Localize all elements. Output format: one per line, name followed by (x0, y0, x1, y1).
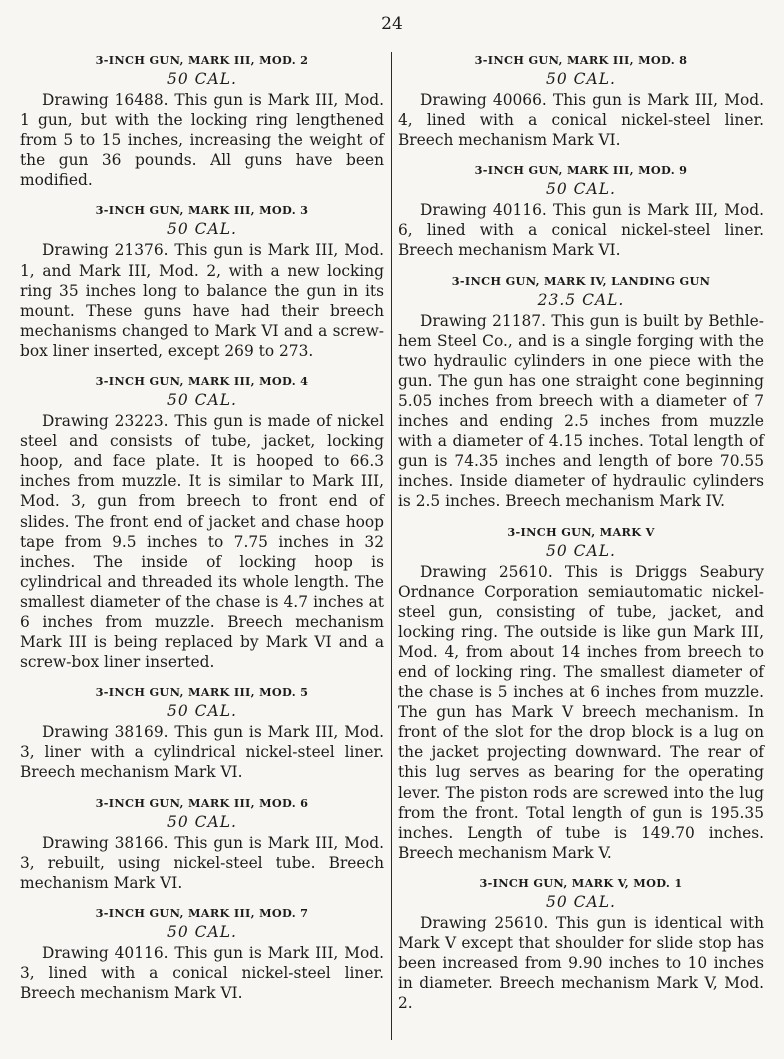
page-number: 24 (381, 14, 403, 34)
caliber-label: 50 CAL. (546, 70, 616, 88)
section-body: Drawing 40116. This gun is Mark III, Mod. 3, lined with a conical nickel-steel liner. Breech mechanism Mark VI. (20, 943, 384, 1002)
section-heading: 3-INCH GUN, MARK V, MOD. 1 (479, 875, 683, 890)
caliber-label: 50 CAL. (167, 220, 237, 239)
section-heading: 3-INCH GUN, MARK III, MOD. 7 (95, 905, 309, 920)
section-body: Drawing 25610. This gun is identical with Mark V except that shoulder for slide stop has been increased from 9.90 inches to 10 inches in diameter. Breech mechanism Mark V, Mod. 2. (398, 913, 764, 1013)
column-divider (391, 52, 392, 1040)
section-heading: 3-INCH GUN, MARK III, MOD. 6 (95, 795, 309, 810)
section-body: Drawing 25610. This is Driggs Seabury Ordnance Corporation semiautomatic nickel-steel gun, consisting of tube, jacket, and locking ring. The outside is like gun Mark III, Mod. 4, from about 14 inches from breech to end of locking ring. The smallest diameter of the chase is 5 inches at 6 inches from muzzle. The gun has Mark V breech mechanism. In front of the slot for the drop block is a lug on the jacket projecting downward. The rear of this lug serves as bearing for the operating lever. The piston rods are screwed into the lug from the front. Total length of gun is 195.35 inches. Length of tube is 149.70 inches. Breech mechanism Mark V. (398, 562, 764, 862)
section-body: Drawing 38166. This gun is Mark III, Mod. 3, rebuilt, using nickel-steel tube. Breech mechanism Mark VI. (20, 833, 384, 892)
gun-entry-mark-v-mod-1 (398, 873, 764, 1013)
caliber-label: 50 CAL. (167, 702, 237, 721)
caliber-label: 50 CAL. (167, 391, 237, 410)
gun-entry-mark-v (398, 522, 764, 863)
caliber-label: 50 CAL. (167, 70, 237, 88)
gun-entry-mark-iii-mod-7 (20, 903, 384, 1003)
caliber-label: 50 CAL. (167, 922, 237, 941)
gun-entry-mark-iv-landing-gun (398, 271, 764, 512)
gun-entry-mark-iii-mod-9 (398, 160, 764, 260)
section-heading: 3-INCH GUN, MARK III, MOD. 9 (474, 163, 688, 178)
gun-entry-mark-iii-mod-8 (398, 50, 764, 150)
left-column (20, 50, 384, 1013)
section-body: Drawing 21376. This gun is Mark III, Mod. 1, and Mark III, Mod. 2, with a new locking ring 35 inches long to balance the gun in its mount. These guns have had their breech mechanisms changed to Mark VI and a screw-box liner inserted, except 269 to 273. (20, 241, 384, 360)
gun-entry-mark-iii-mod-4 (20, 371, 384, 672)
gun-entry-mark-iii-mod-2 (20, 50, 384, 190)
right-column (398, 50, 764, 1023)
section-body: Drawing 38169. This gun is Mark III, Mod. 3, liner with a cylindrical nickel-steel liner. Breech mechanism Mark VI. (20, 723, 384, 782)
caliber-label: 50 CAL. (167, 812, 237, 831)
section-body: Drawing 16488. This gun is Mark III, Mod. 1 gun, but with the locking ring lengthened from 5 to 15 inches, increasing the weight of the gun 36 pounds. All guns have been modified. (20, 91, 384, 190)
section-body: Drawing 40116. This gun is Mark III, Mod. 6, lined with a conical nickel-steel liner. Breech mechanism Mark VI. (398, 201, 764, 260)
caliber-label: 50 CAL. (546, 541, 616, 560)
gun-entry-mark-iii-mod-3 (20, 200, 384, 361)
gun-entry-mark-iii-mod-5 (20, 682, 384, 782)
section-heading: 3-INCH GUN, MARK III, MOD. 3 (95, 203, 309, 218)
caliber-label: 23.5 CAL. (537, 290, 625, 309)
section-body: Drawing 23223. This gun is made of nickel steel and consists of tube, jacket, locking hoop, and face plate. It is hooped to 66.3 inches from muzzle. It is similar to Mark III, Mod. 3, gun from breech to front end of slides. The front end of jacket and chase hoop tape from 9.5 inches to 7.75 inches in 32 inches. The inside of locking hoop is cylindrical and threaded its whole length. The smallest diameter of the chase is 4.7 inches at 6 inches from muzzle. Breech mechanism Mark III is being replaced by Mark VI and a screw-box liner inserted. (20, 412, 384, 672)
section-body: Drawing 40066. This gun is Mark III, Mod. 4, lined with a conical nickel-steel liner. Breech mechanism Mark VI. (398, 91, 764, 150)
caliber-label: 50 CAL. (546, 892, 616, 911)
caliber-label: 50 CAL. (546, 180, 616, 199)
section-heading: 3-INCH GUN, MARK V (507, 524, 655, 539)
section-heading: 3-INCH GUN, MARK III, MOD. 8 (474, 53, 688, 67)
section-heading: 3-INCH GUN, MARK III, MOD. 5 (95, 685, 309, 700)
section-body: Drawing 21187. This gun is built by Bethlehem Steel Co., and is a single forging with the two hydraulic cylinders in one piece with the gun. The gun has one straight cone beginning 5.05 inches from breech with a diameter of 7 inches and ending 2.5 inches from muzzle with a diameter of 4.15 inches. Total length of gun is 74.35 inches and length of bore 70.55 inches. Inside diameter of hydraulic cylinders is 2.5 inches. Breech mechanism Mark IV. (398, 311, 764, 511)
section-heading: 3-INCH GUN, MARK IV, LANDING GUN (451, 273, 711, 288)
gun-entry-mark-iii-mod-6 (20, 793, 384, 893)
section-heading: 3-INCH GUN, MARK III, MOD. 2 (95, 53, 309, 67)
section-heading: 3-INCH GUN, MARK III, MOD. 4 (95, 374, 309, 389)
